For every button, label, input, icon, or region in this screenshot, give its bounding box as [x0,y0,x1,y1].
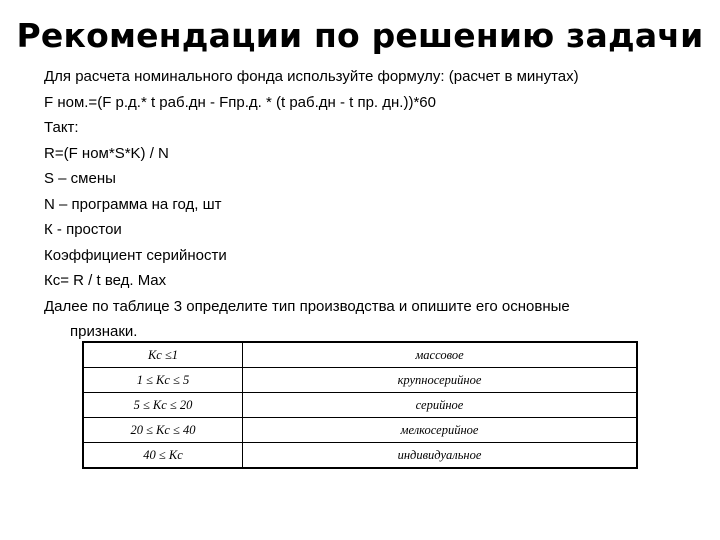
slide-title: Рекомендации по решению задачи [16,16,704,55]
table-row [83,342,637,368]
text-line-f-nom-formula: F ном.=(F р.д.* t раб.дн - Fпр.д. * (t раб.дн - t пр. дн.))*60 [44,93,436,111]
instruction-continuation: признаки. [70,323,138,340]
table-row [83,443,637,469]
type-cell: индивидуальное [243,443,638,469]
range-cell: 1 ≤ Kс ≤ 5 [83,368,243,393]
text-line-kc-formula: Кс= R / t вед. Max [44,272,167,289]
text-line-takt: Такт: [44,119,79,136]
text-line-formula-intro: Для расчета номинального фонда используйте формулу: (расчет в минутах) [44,68,579,85]
text-line-s-definition: S – смены [44,170,116,187]
type-cell: крупносерийное [243,368,638,393]
body-text [44,64,684,345]
table-row [83,368,637,393]
table-row [83,393,637,418]
table-row [83,418,637,443]
text-line-k-definition: К - простои [44,221,122,238]
range-cell: Kс ≤1 [83,342,243,368]
production-type-table [82,341,638,469]
range-cell: 20 ≤ Kс ≤ 40 [83,418,243,443]
text-line-n-definition: N – программа на год, шт [44,195,222,213]
instruction-first-line: Далее по таблице 3 определите тип производства и опишите его основные [44,297,570,315]
type-cell: массовое [243,342,638,368]
text-line-r-formula: R=(F ном*S*K) / N [44,144,169,162]
range-cell: 5 ≤ Kс ≤ 20 [83,393,243,418]
range-cell: 40 ≤ Kс [83,443,243,469]
type-cell: мелкосерийное [243,418,638,443]
text-line-table-instruction [44,294,684,345]
text-line-seriality-heading: Коэффициент серийности [44,246,227,264]
type-cell: серийное [243,393,638,418]
